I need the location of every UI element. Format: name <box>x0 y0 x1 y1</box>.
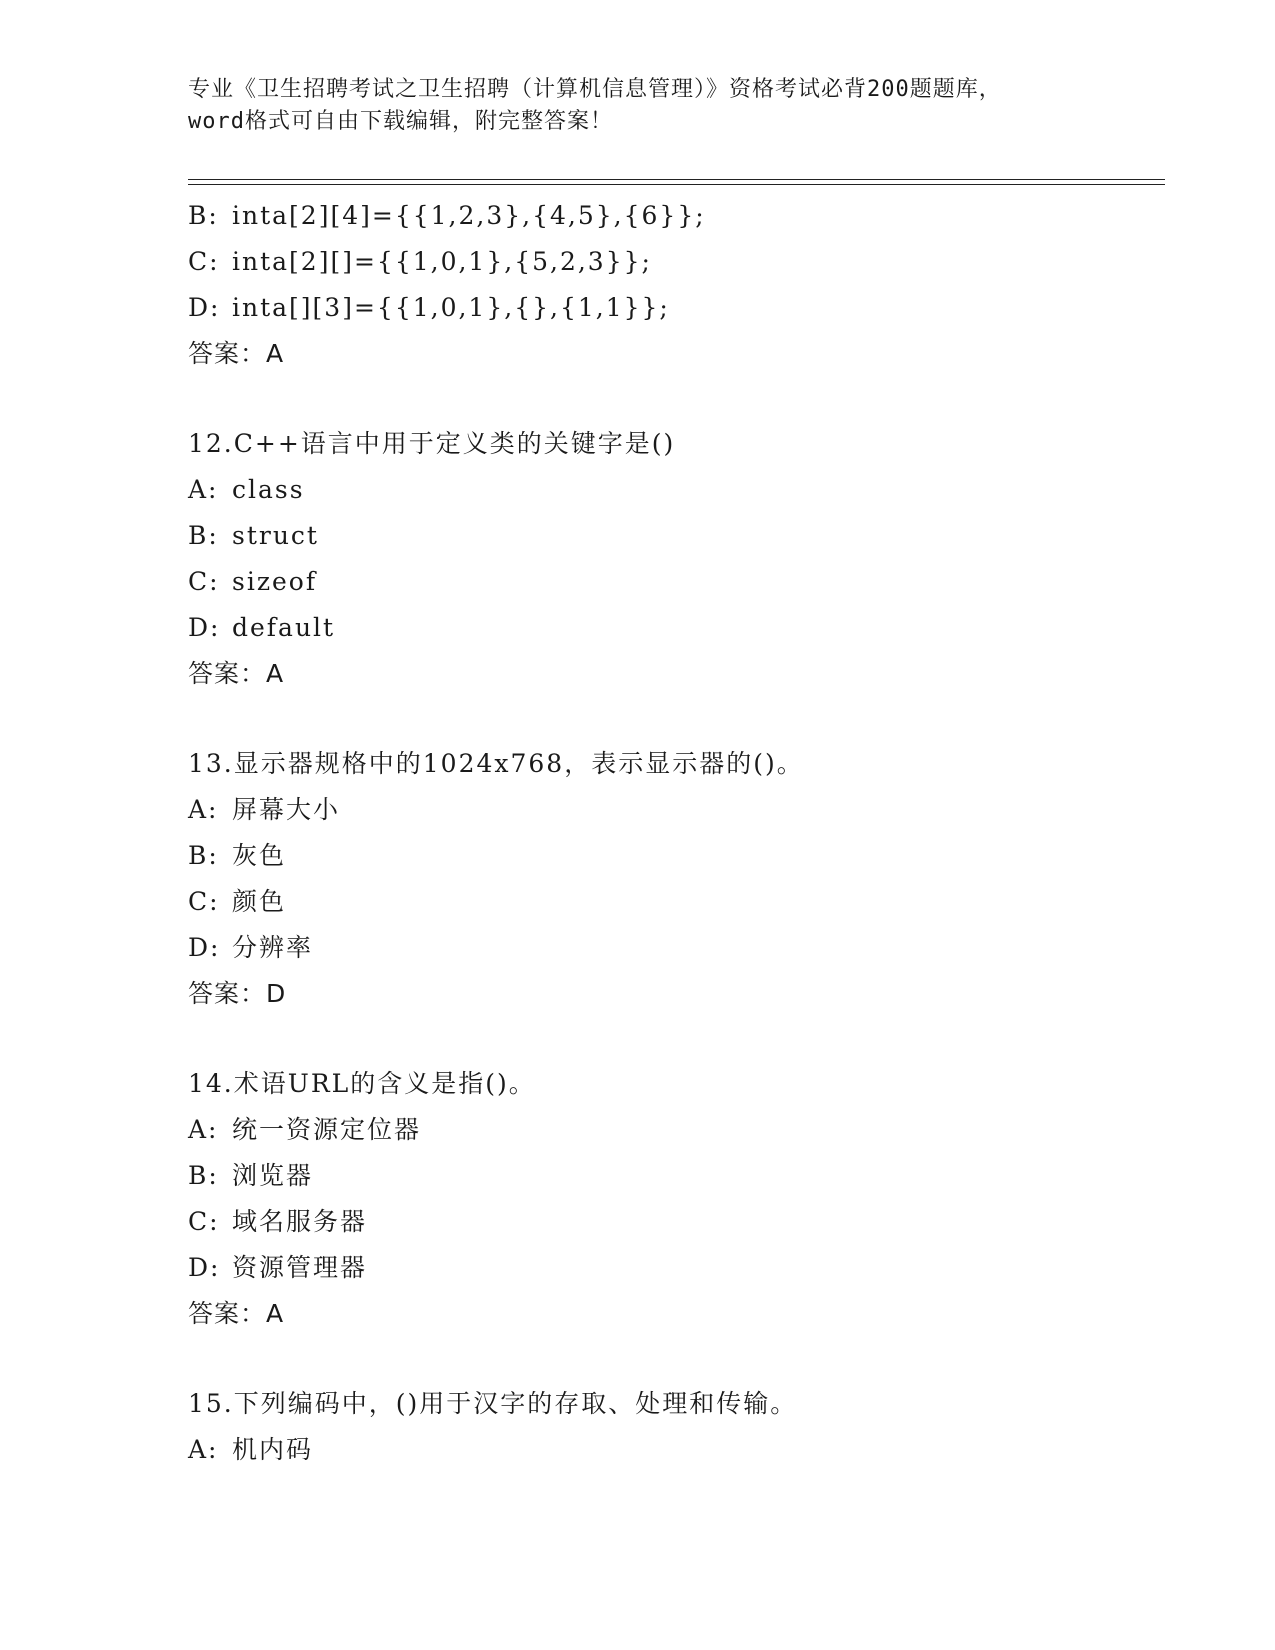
option-a <box>188 1427 1168 1473</box>
option-text: 分辨率 <box>232 933 314 962</box>
option-letter: D: <box>188 613 221 642</box>
option-b <box>188 513 1168 559</box>
option-letter: B: <box>188 201 219 230</box>
option-letter: C: <box>188 247 220 276</box>
option-text: 颜色 <box>232 887 287 916</box>
question-stem: 14.术语URL的含义是指()。 <box>188 1069 536 1098</box>
option-d <box>188 925 1168 971</box>
option-text: 灰色 <box>232 841 287 870</box>
spacer <box>188 1017 1168 1061</box>
option-text: default <box>232 613 336 642</box>
option-letter: C: <box>188 1207 220 1236</box>
option-letter: B: <box>188 841 219 870</box>
option-text: inta[2][]={{1,0,1},{5,2,3}}; <box>232 247 652 276</box>
header-divider-top <box>188 179 1165 180</box>
option-d <box>188 605 1168 651</box>
option-text: 资源管理器 <box>232 1253 368 1282</box>
option-text: 机内码 <box>232 1435 314 1464</box>
option-letter: A: <box>188 1115 219 1144</box>
option-b <box>188 193 1168 239</box>
option-d <box>188 285 1168 331</box>
document-header <box>188 74 1088 138</box>
option-text: 屏幕大小 <box>232 795 341 824</box>
option-c <box>188 879 1168 925</box>
header-title-line: 专业《卫生招聘考试之卫生招聘（计算机信息管理）》资格考试必背200题题库， <box>188 77 1002 102</box>
option-letter: C: <box>188 887 220 916</box>
spacer <box>188 377 1168 421</box>
header-subtitle-line: word格式可自由下载编辑，附完整答案！ <box>188 109 613 134</box>
option-c <box>188 239 1168 285</box>
option-letter: D: <box>188 933 221 962</box>
option-letter: A: <box>188 795 219 824</box>
option-c <box>188 559 1168 605</box>
option-b <box>188 1153 1168 1199</box>
answer-line: 答案：A <box>188 659 285 688</box>
option-text: struct <box>232 521 319 550</box>
option-letter: D: <box>188 1253 221 1282</box>
answer-line: 答案：A <box>188 1299 285 1328</box>
option-letter: B: <box>188 1161 219 1190</box>
option-a <box>188 467 1168 513</box>
spacer <box>188 697 1168 741</box>
option-text: sizeof <box>232 567 318 596</box>
option-b <box>188 833 1168 879</box>
option-c <box>188 1199 1168 1245</box>
answer-line: 答案：A <box>188 339 285 368</box>
option-letter: B: <box>188 521 219 550</box>
option-text: class <box>232 475 305 504</box>
answer-line: 答案：D <box>188 979 287 1008</box>
option-a <box>188 787 1168 833</box>
option-text: 统一资源定位器 <box>232 1115 422 1144</box>
question-stem: 15.下列编码中，()用于汉字的存取、处理和传输。 <box>188 1389 798 1418</box>
option-text: inta[][3]={{1,0,1},{},{1,1}}; <box>232 293 670 322</box>
spacer <box>188 1337 1168 1381</box>
option-letter: D: <box>188 293 221 322</box>
option-text: inta[2][4]={{1,2,3},{4,5},{6}}; <box>232 201 706 230</box>
option-a <box>188 1107 1168 1153</box>
option-letter: C: <box>188 567 220 596</box>
question-list <box>188 193 1168 1473</box>
option-d <box>188 1245 1168 1291</box>
question-stem: 13.显示器规格中的1024x768，表示显示器的()。 <box>188 749 804 778</box>
option-letter: A: <box>188 1435 219 1464</box>
option-text: 域名服务器 <box>232 1207 368 1236</box>
option-text: 浏览器 <box>232 1161 314 1190</box>
question-stem: 12.C++语言中用于定义类的关键字是() <box>188 429 676 458</box>
option-letter: A: <box>188 475 219 504</box>
header-divider-bottom <box>188 184 1165 185</box>
